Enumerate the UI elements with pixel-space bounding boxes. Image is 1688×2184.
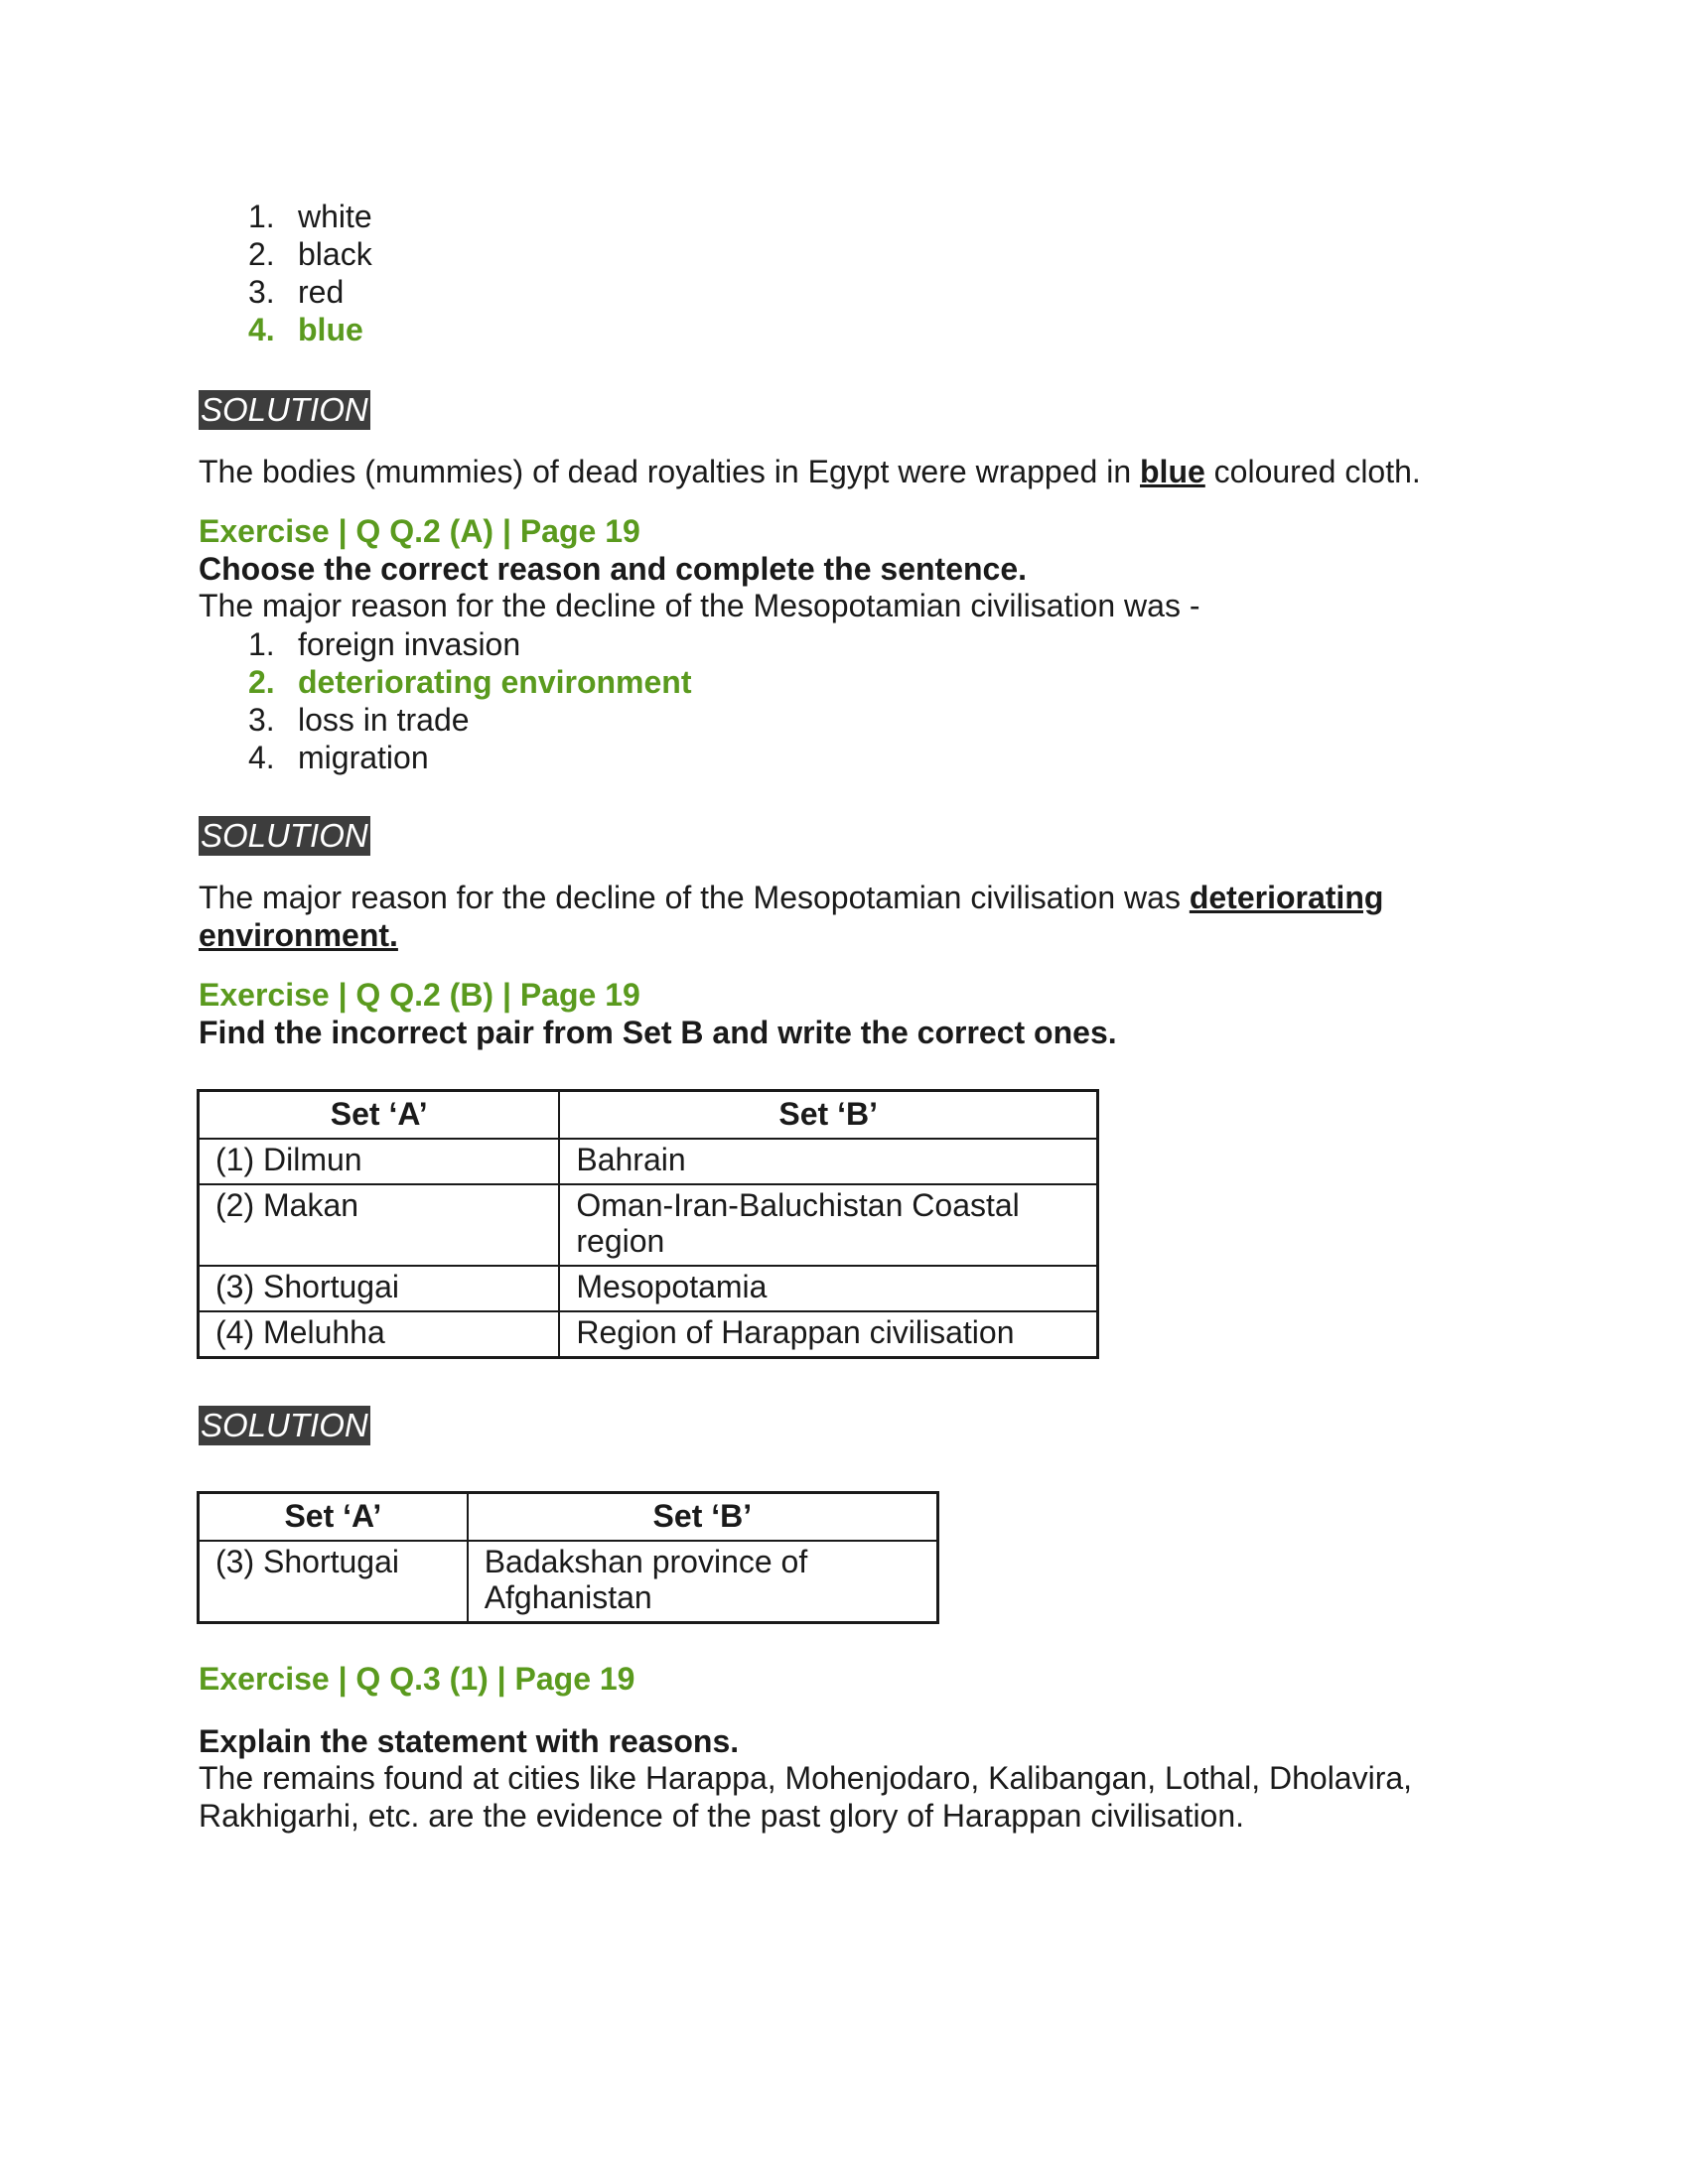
list-item: 3. red	[248, 274, 345, 310]
section-heading: Exercise | Q Q.2 (A) | Page 19	[199, 513, 640, 549]
column-header: Set ‘B’	[559, 1091, 1097, 1140]
table-cell: (2) Makan	[199, 1184, 560, 1266]
table-cell: (3) Shortugai	[199, 1541, 468, 1623]
q2a-answer-line1: The major reason for the decline of the Mesopotamian civilisation was deteriorating	[199, 880, 1384, 915]
table-cell: (3) Shortugai	[199, 1266, 560, 1311]
column-header: Set ‘B’	[468, 1493, 938, 1542]
pairs-table	[197, 1089, 1099, 1359]
table-row	[199, 1139, 1098, 1184]
table-cell: Region of Harappan civilisation	[559, 1311, 1097, 1358]
table-row	[199, 1311, 1098, 1358]
q2a-answer-line2: environment.	[199, 917, 398, 953]
table-cell: (4) Meluhha	[199, 1311, 560, 1358]
solution-label: SOLUTION	[201, 391, 368, 428]
table-cell: (1) Dilmun	[199, 1139, 560, 1184]
table-cell: Bahrain	[559, 1139, 1097, 1184]
q1-options-list	[248, 198, 372, 348]
table-row	[199, 1266, 1098, 1311]
list-item-correct: 4. blue	[248, 312, 363, 347]
solution-label: SOLUTION	[201, 1407, 368, 1443]
list-item: 3. loss in trade	[248, 702, 470, 738]
table-row	[199, 1184, 1098, 1266]
question-instruction: Find the incorrect pair from Set B and write the correct ones.	[199, 1015, 1117, 1050]
table-header-row	[199, 1091, 1098, 1140]
table-cell: Badakshan province of Afghanistan	[468, 1541, 938, 1623]
statement-line: The remains found at cities like Harappa, Mohenjodaro, Kalibangan, Lothal, Dholavira,	[199, 1760, 1413, 1796]
table-header-row	[199, 1493, 938, 1542]
question-text: The major reason for the decline of the Mesopotamian civilisation was -	[199, 588, 1200, 623]
list-item: 4. migration	[248, 740, 429, 775]
list-item: 1. foreign invasion	[248, 626, 521, 662]
solution-table	[197, 1491, 939, 1624]
section-heading: Exercise | Q Q.2 (B) | Page 19	[199, 977, 640, 1013]
table-cell: Mesopotamia	[559, 1266, 1097, 1311]
column-header: Set ‘A’	[199, 1091, 560, 1140]
list-item: 2. black	[248, 236, 372, 272]
solution-label: SOLUTION	[201, 817, 368, 854]
question-instruction: Choose the correct reason and complete the sentence.	[199, 551, 1028, 587]
list-item: 1. white	[248, 199, 372, 234]
question-instruction: Explain the statement with reasons.	[199, 1723, 740, 1759]
list-item-correct: 2. deteriorating environment	[248, 664, 692, 700]
section-heading: Exercise | Q Q.3 (1) | Page 19	[199, 1661, 635, 1697]
q2a-options-list	[248, 625, 692, 776]
table-row	[199, 1541, 938, 1623]
statement-line: Rakhigarhi, etc. are the evidence of the past glory of Harappan civilisation.	[199, 1798, 1245, 1834]
column-header: Set ‘A’	[199, 1493, 468, 1542]
q1-answer: The bodies (mummies) of dead royalties in Egypt were wrapped in blue coloured cloth.	[199, 454, 1421, 489]
table-cell: Oman-Iran-Baluchistan Coastal region	[559, 1184, 1097, 1266]
